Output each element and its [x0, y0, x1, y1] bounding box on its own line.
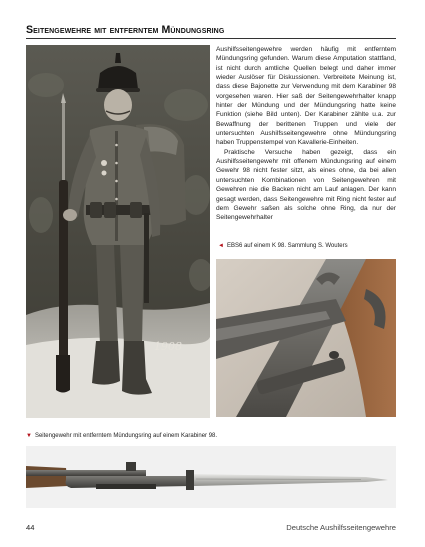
caption-closeup	[218, 243, 348, 249]
photo-soldier	[26, 45, 210, 418]
caption-marker-left: ◄	[218, 243, 224, 249]
caption-rifle-text: Seitengewehr mit entferntem Mündungsring auf einem Karabiner 98.	[34, 433, 218, 439]
title-rule	[26, 38, 396, 39]
photo-bayonet-closeup	[216, 259, 396, 417]
page-title: Seitengewehre mit entferntem Mündungsring	[26, 24, 225, 36]
paragraph-1: Aushilfsseitengewehre werden häufig mit entferntem Mündungsring gefunden. Warum diese Amputation stattfand, ist nicht durch amtliche Quellen belegt und daher immer wieder Auslöser für Diskussionen. Verbreitete Meinung ist, dass diese Bajonette zur Verwendung mit dem Karabiner 98 vorgesehen waren. Hier saß der Seitengewehrhalter knapp hinter der Mündung und der Mündungsring hatte keine Funktion (siehe Bild unten). Der Karabiner zählte u.a. zur Bewaffnung der berittenen Truppen und viele der untersuchten Aushilfsseitengewehre ohne Mündungsring haben Truppenstempel von Kavallerie-Einheiten.	[216, 46, 396, 147]
running-footer-title: Deutsche Aushilfsseitengewehre	[286, 523, 396, 532]
photo-rifle-bayonet	[26, 446, 396, 508]
page-number: 44	[26, 523, 35, 532]
caption-closeup-text: EBS6 auf einem K 98. Sammlung S. Wouters	[226, 243, 348, 249]
caption-marker-down: ▼	[26, 433, 32, 439]
article-body	[216, 45, 396, 223]
paragraph-2: Praktische Versuche haben gezeigt, dass ein Aushilfsseitengewehr mit offenem Mündungsring auf einem Gewehr 98 nicht fester sitzt, als eines ohne, da bei allen untersuchten Kombinationen von Seitengewehren mit Gewehren nie die Backen nicht am Lauf anlagen. Der kann gesagt werden, dass Seitengewehre mit Ring nicht fester auf dem Gewehr saßen als solche ohne Ring, da nur der Seitengewehrhalter	[216, 148, 396, 222]
photo-inscription: 1908	[154, 340, 182, 353]
caption-rifle	[26, 433, 217, 439]
